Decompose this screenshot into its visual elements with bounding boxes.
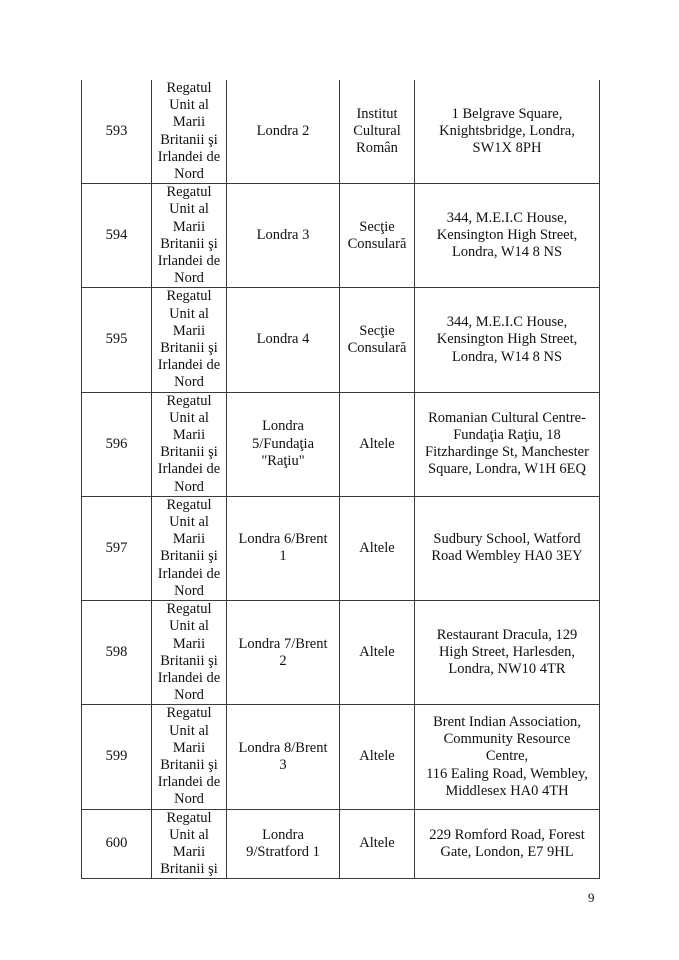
country-cell xyxy=(152,80,227,184)
address: Romanian Cultural Centre- Fundaţia Raţiu, 18 Fitzhardinge St, Manchester Square, Londra, W1H 6EQ xyxy=(425,409,589,478)
country-cell xyxy=(152,601,227,705)
location-type: Altele xyxy=(359,644,395,661)
table-row xyxy=(82,392,600,496)
location-type: Altele xyxy=(359,539,395,556)
address: 1 Belgrave Square, Knightsbridge, Londra, SW1X 8PH xyxy=(439,105,575,157)
table-row xyxy=(82,184,600,288)
country-cell xyxy=(152,496,227,600)
row-number-cell xyxy=(82,184,152,288)
location-name: Londra 5/Fundaţia "Raţiu" xyxy=(251,418,315,469)
country-cell xyxy=(152,288,227,392)
location-name: Londra 6/Brent 1 xyxy=(238,531,328,565)
row-number-cell xyxy=(82,809,152,879)
location-cell xyxy=(227,184,340,288)
table-row xyxy=(82,80,600,184)
row-number: 598 xyxy=(105,644,128,661)
country-name: Regatul Unit al Marii Britanii şi Irlandei de Nord xyxy=(157,392,221,495)
address-cell xyxy=(415,184,600,288)
row-number-cell xyxy=(82,705,152,809)
table-row xyxy=(82,496,600,600)
address-cell xyxy=(415,601,600,705)
row-number: 596 xyxy=(105,435,128,452)
address-cell xyxy=(415,288,600,392)
address-cell xyxy=(415,809,600,879)
location-type: Secţie Consulară xyxy=(347,218,407,252)
row-number-cell xyxy=(82,80,152,184)
row-number-cell xyxy=(82,601,152,705)
row-number: 599 xyxy=(105,748,128,765)
location-name: Londra 7/Brent 2 xyxy=(238,635,328,669)
address: 344, M.E.I.C House, Kensington High Street, Londra, W14 8 NS xyxy=(436,210,578,261)
table-row xyxy=(82,601,600,705)
table-row xyxy=(82,288,600,392)
location-type: Secţie Consulară xyxy=(347,322,407,357)
polling-stations-table xyxy=(81,80,600,879)
location-name: Londra 9/Stratford 1 xyxy=(246,826,320,860)
location-name: Londra 8/Brent 3 xyxy=(238,739,328,773)
country-cell xyxy=(152,705,227,809)
address-cell xyxy=(415,705,600,809)
type-cell xyxy=(340,496,415,600)
address: Sudbury School, Watford Road Wembley HA0 3EY xyxy=(431,531,583,565)
location-type: Altele xyxy=(359,748,395,765)
location-name: Londra 3 xyxy=(256,227,310,244)
address-cell xyxy=(415,496,600,600)
location-name: Londra 2 xyxy=(256,123,310,139)
type-cell xyxy=(340,601,415,705)
table-row xyxy=(82,705,600,809)
row-number: 595 xyxy=(105,331,128,348)
country-cell xyxy=(152,184,227,288)
address-cell xyxy=(415,80,600,184)
type-cell xyxy=(340,705,415,809)
page-number: 9 xyxy=(588,890,595,905)
location-cell xyxy=(227,80,340,184)
address: 344, M.E.I.C House, Kensington High Street, Londra, W14 8 NS xyxy=(436,314,578,365)
location-cell xyxy=(227,496,340,600)
country-name: Regatul Unit al Marii Britanii şi Irlandei de Nord xyxy=(157,705,221,808)
location-cell xyxy=(227,288,340,392)
table-body xyxy=(82,80,600,879)
location-type: Institut Cultural Român xyxy=(353,105,401,157)
type-cell xyxy=(340,80,415,184)
location-type: Altele xyxy=(359,835,395,852)
country-cell xyxy=(152,809,227,879)
location-cell xyxy=(227,809,340,879)
row-number: 600 xyxy=(105,835,128,852)
type-cell xyxy=(340,184,415,288)
country-name: Regatul Unit al Marii Britanii şi Irlandei de Nord xyxy=(157,184,221,287)
row-number-cell xyxy=(82,392,152,496)
location-cell xyxy=(227,392,340,496)
location-type: Altele xyxy=(359,435,395,452)
row-number-cell xyxy=(82,288,152,392)
address: Brent Indian Association, Community Resource Centre, 116 Ealing Road, Wembley, Middlesex HA0 4TH xyxy=(426,713,588,799)
row-number: 597 xyxy=(105,539,128,556)
row-number: 593 xyxy=(105,123,128,139)
country-name: Regatul Unit al Marii Britanii şi Irlandei de Nord xyxy=(157,288,221,391)
country-name: Regatul Unit al Marii Britanii şi Irlandei de Nord xyxy=(157,601,221,704)
address-cell xyxy=(415,392,600,496)
type-cell xyxy=(340,392,415,496)
table-row xyxy=(82,809,600,879)
country-name: Regatul Unit al Marii Britanii şi Irlandei de Nord xyxy=(157,80,221,183)
country-name: Regatul Unit al Marii Britanii şi xyxy=(160,809,218,878)
address: 229 Romford Road, Forest Gate, London, E7 9HL xyxy=(429,826,585,860)
address: Restaurant Dracula, 129 High Street, Harlesden, Londra, NW10 4TR xyxy=(436,626,578,678)
type-cell xyxy=(340,809,415,879)
country-cell xyxy=(152,392,227,496)
country-name: Regatul Unit al Marii Britanii şi Irlandei de Nord xyxy=(157,496,221,599)
type-cell xyxy=(340,288,415,392)
location-cell xyxy=(227,601,340,705)
location-cell xyxy=(227,705,340,809)
row-number: 594 xyxy=(105,227,128,244)
location-name: Londra 4 xyxy=(256,331,310,348)
row-number-cell xyxy=(82,496,152,600)
